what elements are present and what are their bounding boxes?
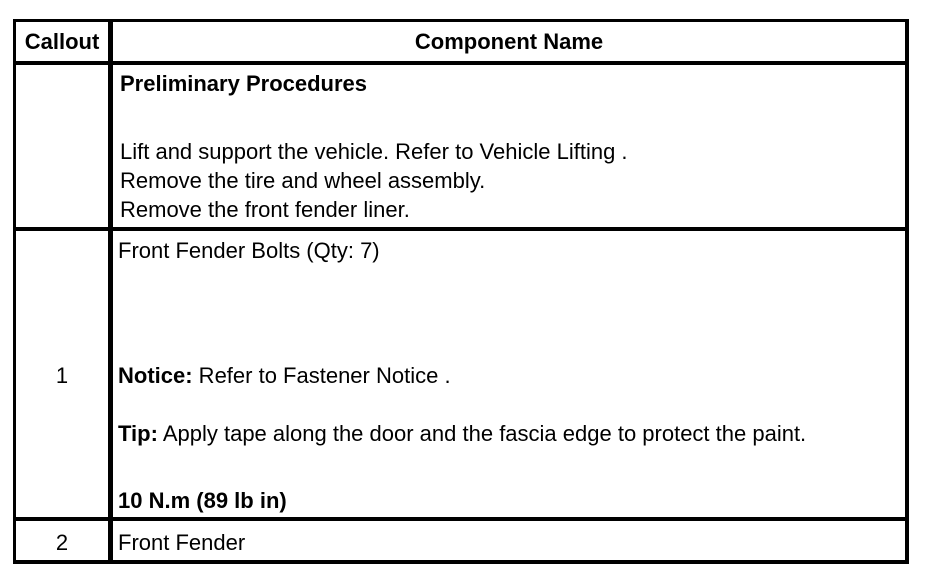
- table-border-top: [13, 19, 909, 22]
- tip-label: Tip:: [118, 421, 158, 446]
- row-1-component-name: Front Fender Bolts (Qty: 7): [118, 238, 380, 263]
- header-callout: Callout: [24, 29, 100, 54]
- table-border-right: [905, 19, 909, 564]
- row-divider: [13, 227, 909, 231]
- tip-text: Apply tape along the door and the fascia edge to protect the paint.: [157, 421, 807, 446]
- header-component-name: Component Name: [414, 29, 604, 54]
- row-1-torque: 10 N.m (89 lb in): [118, 488, 287, 513]
- row-divider: [13, 517, 909, 521]
- header-divider: [13, 61, 909, 65]
- preliminary-title: Preliminary Procedures: [120, 71, 368, 96]
- preliminary-step: Lift and support the vehicle. Refer to Vehicle Lifting .: [120, 139, 628, 164]
- row-1-callout: 1: [55, 363, 69, 388]
- row-1-notice: [118, 361, 451, 390]
- table-border-left: [13, 19, 16, 564]
- column-divider: [108, 19, 113, 564]
- notice-text: Refer to Fastener Notice .: [192, 363, 451, 388]
- components-table: [13, 19, 909, 564]
- row-2-callout: 2: [55, 530, 69, 555]
- row-2-component-name: Front Fender: [118, 530, 246, 555]
- preliminary-step: Remove the front fender liner.: [120, 197, 410, 222]
- preliminary-step: Remove the tire and wheel assembly.: [120, 168, 486, 193]
- row-1-tip: [118, 419, 806, 448]
- table-border-bottom: [13, 560, 909, 564]
- notice-label: Notice:: [118, 363, 193, 388]
